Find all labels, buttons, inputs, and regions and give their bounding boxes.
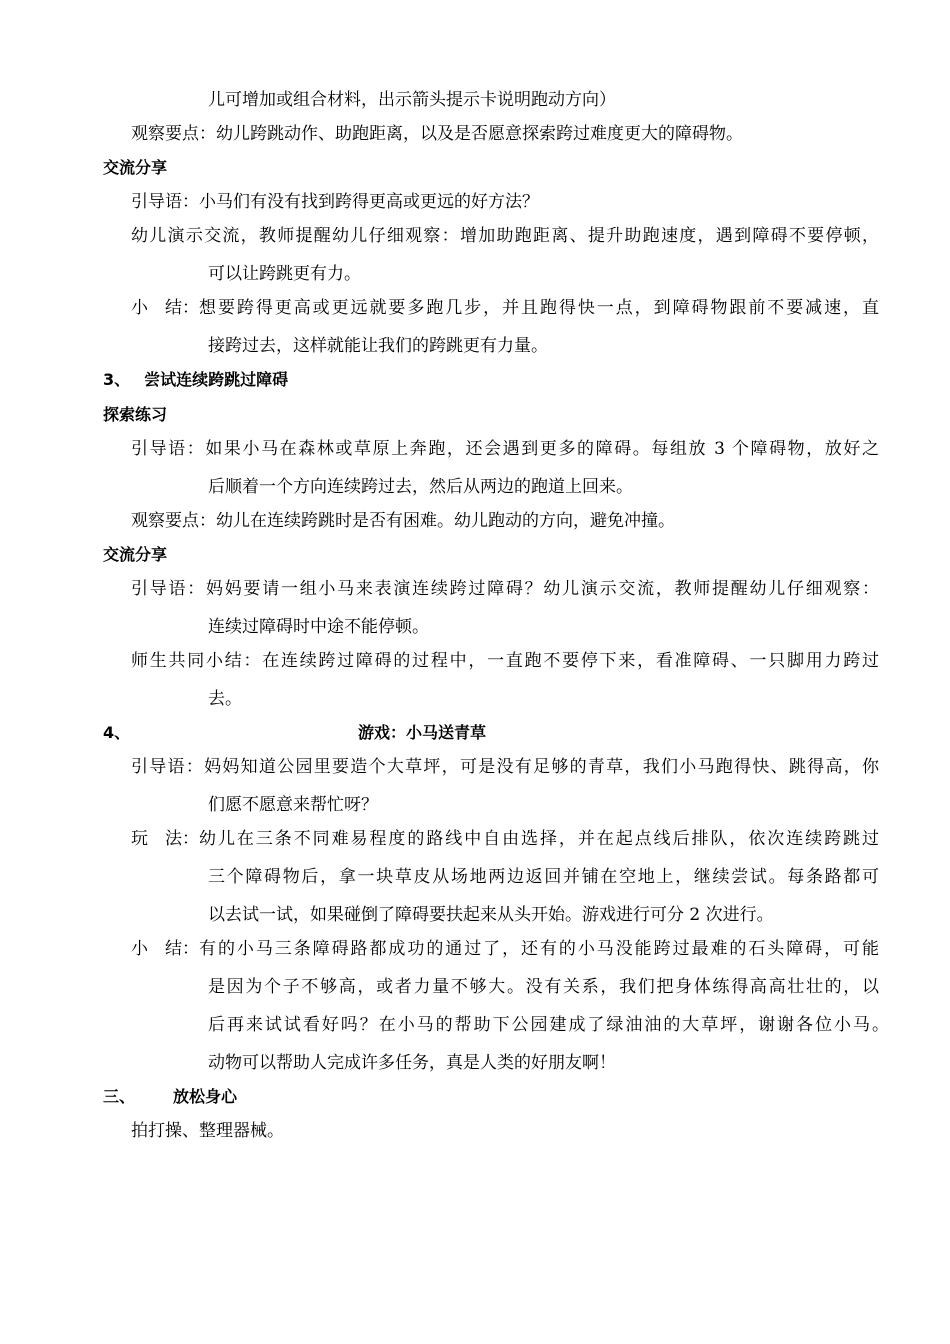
guide-words: 引导语：妈妈要请一组小马来表演连续跨过障碍？幼儿演示交流，教师提醒幼儿仔细观察： [131, 579, 879, 599]
paragraph-line: 可以让跨跳更有力。 [208, 264, 361, 284]
observation-points: 观察要点：幼儿跨跳动作、助跑距离，以及是否愿意探索跨过难度更大的障碍物。 [131, 124, 743, 144]
paragraph-line: 接跨过去，这样就能让我们的跨跳更有力量。 [208, 336, 548, 356]
paragraph-line: 以去试一试，如果碰倒了障碍要扶起来从头开始。游戏进行可分 2 次进行。 [208, 905, 774, 925]
section-number-4: 4、 [103, 723, 131, 742]
summary-label: 小 结： [131, 939, 199, 959]
rules-text: 幼儿在三条不同难易程度的路线中自由选择，并在起点线后排队，依次连续跨跳过 [199, 829, 879, 849]
paragraph-line: 后顺着一个方向连续跨过去，然后从两边的跑道上回来。 [208, 477, 633, 497]
summary-label: 小 结： [131, 298, 199, 318]
observation-points: 观察要点：幼儿在连续跨跳时是否有困难。幼儿跑动的方向，避免冲撞。 [131, 511, 675, 531]
paragraph-line: 动物可以帮助人完成许多任务，真是人类的好朋友啊！ [208, 1053, 616, 1073]
section-heading-explore: 探索练习 [103, 405, 168, 424]
guide-words: 引导语：如果小马在森林或草原上奔跑，还会遇到更多的障碍。每组放 3 个障碍物，放好之 [131, 439, 879, 459]
summary-line [131, 937, 879, 961]
game-rules-line [131, 827, 879, 851]
paragraph-line: 三个障碍物后，拿一块草皮从场地两边返回并铺在空地上，继续尝试。每条路都可 [208, 867, 879, 887]
section-heading-relax [103, 1085, 237, 1109]
paragraph-line: 幼儿演示交流，教师提醒幼儿仔细观察：增加助跑距离、提升助跑速度，遇到障碍不要停顿， [131, 226, 879, 246]
section-heading-share: 交流分享 [103, 158, 168, 177]
section-heading-3 [103, 368, 288, 392]
paragraph-line: 连续过障碍时中途不能停顿。 [208, 617, 429, 637]
section-number: 3、 [103, 370, 131, 389]
paragraph-line: 去。 [208, 689, 242, 709]
section-title: 尝试连续跨跳过障碍 [144, 370, 289, 389]
guide-words: 引导语：妈妈知道公园里要造个大草坪，可是没有足够的青草，我们小马跑得快、跳得高，你 [131, 757, 879, 777]
summary-text: 有的小马三条障碍路都成功的通过了，还有的小马没能跨过最难的石头障碍，可能 [199, 939, 879, 959]
summary-line [131, 296, 879, 320]
joint-summary: 师生共同小结：在连续跨过障碍的过程中，一直跑不要停下来，看准障碍、一只脚用力跨过 [131, 651, 879, 671]
rules-label: 玩 法： [131, 829, 199, 849]
summary-text: 想要跨得更高或更远就要多跑几步，并且跑得快一点，到障碍物跟前不要减速，直 [199, 298, 879, 318]
section-number: 三、 [103, 1087, 136, 1106]
paragraph-line: 是因为个子不够高，或者力量不够大。没有关系，我们把身体练得高高壮壮的，以 [208, 977, 879, 997]
paragraph-line: 后再来试试看好吗？在小马的帮助下公园建成了绿油油的大草坪，谢谢各位小马。 [208, 1015, 889, 1035]
paragraph-line: 们愿不愿意来帮忙呀？ [208, 795, 378, 815]
paragraph-line: 拍打操、整理器械。 [131, 1121, 284, 1141]
guide-words: 引导语：小马们有没有找到跨得更高或更远的好方法？ [131, 192, 539, 212]
paragraph-line: 儿可增加或组合材料，出示箭头提示卡说明跑动方向） [208, 90, 616, 110]
section-heading-share: 交流分享 [103, 545, 168, 564]
section-title: 放松身心 [173, 1087, 238, 1106]
section-title-game: 游戏：小马送青草 [358, 723, 487, 742]
